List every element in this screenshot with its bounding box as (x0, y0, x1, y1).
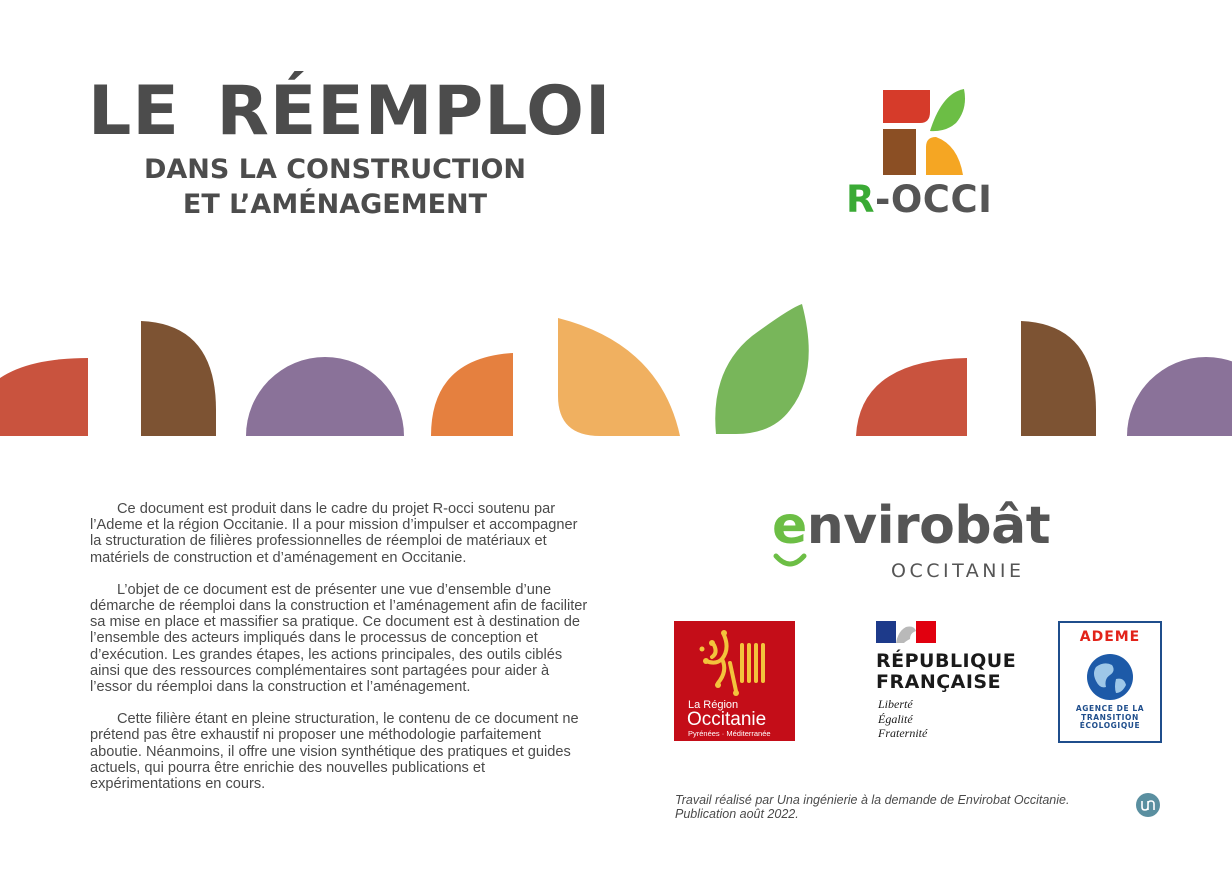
shape-leaf-green (715, 304, 809, 434)
shape-quarter-orange (431, 353, 513, 436)
envirobat-wordmark (772, 496, 1051, 556)
ademe-logo (1058, 621, 1162, 743)
shape-quarter-red-right (856, 358, 967, 436)
republique-francaise-motto (878, 697, 927, 741)
rf-motto-2: Égalité (878, 711, 913, 726)
ademe-tag-3: ÉCOLOGIQUE (1079, 721, 1141, 730)
envirobat-logo (768, 496, 1068, 585)
globe-icon (1086, 653, 1134, 701)
shape-half-circle-purple-left (246, 357, 404, 436)
logo-red-leaf (883, 90, 930, 123)
envirobat-word-rest: nvirobât (806, 496, 1051, 556)
rf-motto-1: Liberté (878, 697, 913, 711)
region-label-occitanie: Occitanie (687, 709, 767, 730)
ademe-tag-2: TRANSITION (1081, 712, 1139, 722)
una-logo-icon (1134, 792, 1162, 820)
decorative-shapes-band (0, 300, 1232, 440)
r-occi-prefix: R (846, 178, 875, 221)
envirobat-e: e (772, 496, 807, 556)
credits-line-2: Publication août 2022. (675, 807, 799, 821)
region-label-la-region: La Région (688, 699, 739, 711)
subtitle-line-1: DANS LA CONSTRUCTION (143, 154, 527, 185)
envirobat-smile-icon (772, 552, 808, 572)
shape-quarter-brown-left (141, 321, 216, 436)
marianne-flag-icon (876, 621, 936, 643)
rf-line-1: RÉPUBLIQUE (876, 650, 1017, 672)
credits (675, 793, 1135, 821)
r-occi-suffix: -OCCI (875, 178, 993, 221)
occitan-cross-icon (694, 627, 776, 699)
ademe-name: ADEME (1079, 629, 1141, 645)
intro-text (90, 501, 590, 808)
region-label-pyrenees: Pyrénées · Méditerranée (688, 729, 771, 738)
r-occi-logo (840, 85, 1010, 225)
credits-line-1: Travail réalisé par Una ingénierie à la demande de Envirobat Occitanie. (675, 793, 1070, 807)
intro-paragraph-2: L’objet de ce document est de présenter une vue d’ensemble d’une démarche de réemploi dans la construction et l’aménagement afin de faciliter sa mise en place et massifier sa pratique. Ce document est à destination de l’ensemble des acteurs impliqués dans le processus de conception et d’exécution. Les grandes étapes, les actions principales, des outils ciblés ainsi que des ressources complémentaires sont partagées pour aider à l’essor du réemploi dans la construction et l’aménagement. (90, 581, 588, 696)
shape-leaf-light-orange (558, 318, 680, 436)
shape-quarter-red-left (0, 358, 88, 436)
shape-quarter-brown-right (1021, 321, 1096, 436)
envirobat-subtitle: OCCITANIE (891, 560, 1025, 582)
r-occi-logo-mark (840, 85, 1010, 180)
logo-green-leaf (930, 89, 965, 131)
r-occi-wordmark (846, 178, 993, 221)
republique-francaise-name (876, 651, 1016, 693)
subtitle-line-2: ET L’AMÉNAGEMENT (182, 189, 488, 220)
republique-francaise-logo (876, 621, 1026, 743)
page-subtitle (100, 152, 570, 222)
intro-paragraph-3: Cette filière étant en pleine structuration, le contenu de ce document ne prétend pas être exhaustif ni proposer une méthodologie parfaitement aboutie. Néanmoins, il offre une vision synthétique des pratiques et guides actuels, qui pourra être enrichie des nouvelles publications et expérimentations en cours. (90, 711, 579, 793)
intro-paragraph-1: Ce document est produit dans le cadre du projet R-occi soutenu par l’Ademe et la région Occitanie. Il a pour mission d’impulser et accompagner la structuration de filières professionnelles de réemploi de matériaux et matériels de construction et d’aménagement en Occitanie. (90, 501, 578, 566)
page-title: LE RÉEMPLOI (88, 72, 612, 151)
rf-motto-3: Fraternité (878, 726, 928, 740)
logo-brown-block (883, 129, 916, 175)
ademe-tagline (1060, 705, 1160, 731)
region-occitanie-logo (674, 621, 795, 741)
rf-line-2: FRANÇAISE (876, 671, 1002, 693)
shape-half-circle-purple-right (1127, 357, 1232, 436)
ademe-tag-1: AGENCE DE LA (1075, 704, 1145, 713)
logo-orange-leaf (926, 137, 963, 175)
